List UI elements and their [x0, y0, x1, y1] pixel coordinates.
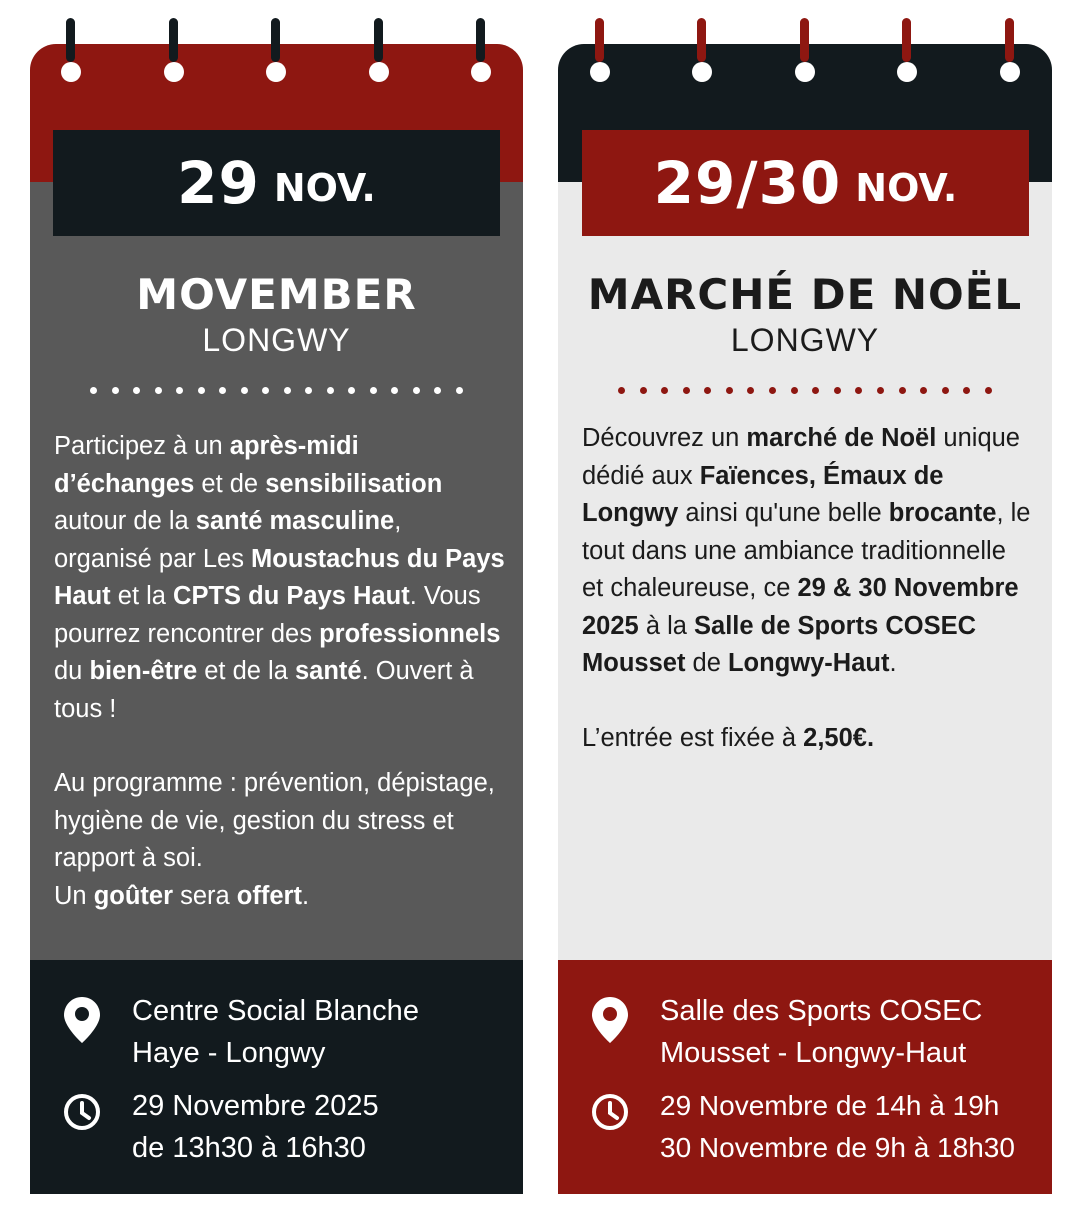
highlighted-text: Faïences, Émaux de Longwy — [582, 461, 944, 527]
highlighted-text: Longwy-Haut — [727, 649, 890, 677]
binder-rod-icon — [697, 18, 706, 62]
divider-dot — [985, 387, 992, 394]
description-text: Un — [54, 881, 94, 910]
divider-dot — [769, 387, 776, 394]
divider-dot — [434, 387, 441, 394]
dotted-divider — [618, 385, 992, 395]
divider-dot — [661, 387, 668, 394]
description-text: et de la — [197, 657, 295, 685]
highlighted-text: 2,50€. — [803, 723, 875, 752]
location-pin-icon — [63, 996, 101, 1044]
time-text — [660, 1085, 1042, 1169]
description-text: . Ouvert à tous ! — [54, 657, 474, 723]
time-text — [132, 1085, 513, 1169]
binder-ring-icon — [1000, 62, 1020, 82]
description-paragraph — [582, 420, 1034, 683]
description-text: . Vous pourrez rencontrer des — [54, 582, 481, 648]
highlighted-text: bien-être — [89, 657, 198, 685]
description-text: Au programme : prévention, dépistage, hygiène de vie, gestion du stress et rapport à soi. — [54, 769, 495, 872]
divider-dot — [747, 387, 754, 394]
description-text: . — [889, 649, 897, 677]
highlighted-text: CPTS du Pays Haut — [173, 582, 410, 610]
divider-dot — [391, 387, 398, 394]
divider-dot — [219, 387, 226, 394]
event-card-marche-de-noel — [558, 44, 1052, 1194]
divider-dot — [305, 387, 312, 394]
highlighted-text: santé masculine — [195, 507, 395, 535]
highlighted-text: sensibilisation — [265, 469, 443, 498]
clock-icon — [591, 1093, 629, 1131]
binder-ring-icon — [897, 62, 917, 82]
divider-dot — [176, 387, 183, 394]
dotted-divider — [90, 385, 463, 395]
binder-rod-icon — [800, 18, 809, 62]
binder-rod-icon — [1005, 18, 1014, 62]
highlighted-text: offert — [236, 881, 302, 910]
clock-icon — [63, 1093, 101, 1131]
description-paragraph — [54, 428, 505, 728]
description-text: Participez à un — [54, 432, 230, 460]
divider-dot — [90, 387, 97, 394]
binder-rod-icon — [595, 18, 604, 62]
divider-dot — [241, 387, 248, 394]
event-description — [582, 420, 1034, 794]
description-text: de — [685, 649, 728, 677]
date-banner — [582, 130, 1029, 236]
divider-dot — [284, 387, 291, 394]
date-day: 29 — [177, 149, 260, 217]
divider-dot — [834, 387, 841, 394]
divider-dot — [963, 387, 970, 394]
binder-ring-icon — [795, 62, 815, 82]
binder-rod-icon — [169, 18, 178, 62]
event-info — [30, 960, 523, 1194]
date-banner — [53, 130, 500, 236]
description-text: , organisé par Les — [54, 507, 402, 573]
date-month: NOV. — [855, 166, 958, 210]
description-paragraph — [54, 765, 505, 915]
divider-dot — [942, 387, 949, 394]
divider-dot — [112, 387, 119, 394]
time-line: de 13h30 à 16h30 — [132, 1132, 366, 1164]
binder-ring-icon — [471, 62, 491, 82]
location-line: Haye - Longwy — [132, 1037, 326, 1069]
event-info — [558, 960, 1052, 1194]
description-text: ainsi qu'une belle — [678, 499, 889, 527]
highlighted-text: marché de Noël — [746, 424, 937, 452]
description-text: autour de la — [54, 507, 196, 535]
time-line: 29 Novembre de 14h à 19h — [660, 1090, 1000, 1121]
date-day: 29/30 — [653, 149, 842, 217]
event-body — [30, 149, 523, 960]
highlighted-text: 29 & 30 Novembre 2025 — [582, 574, 1019, 640]
event-title: MARCHÉ DE NOËL — [587, 270, 1023, 319]
divider-dot — [704, 387, 711, 394]
divider-dot — [726, 387, 733, 394]
description-paragraph — [582, 720, 1034, 758]
location-text — [132, 990, 513, 1074]
binder-ring-icon — [692, 62, 712, 82]
binder-rod-icon — [476, 18, 485, 62]
divider-dot — [198, 387, 205, 394]
location-line: Centre Social Blanche — [132, 995, 419, 1027]
highlighted-text: Salle de Sports COSEC Mousset — [582, 611, 977, 677]
divider-dot — [920, 387, 927, 394]
description-text: à la — [638, 611, 695, 640]
binder-ring-icon — [590, 62, 610, 82]
time-line: 29 Novembre 2025 — [132, 1090, 379, 1122]
date-month: NOV. — [273, 166, 376, 210]
divider-dot — [133, 387, 140, 394]
binder-rod-icon — [902, 18, 911, 62]
highlighted-text: goûter — [93, 881, 174, 910]
description-text: unique dédié aux — [582, 424, 1020, 490]
description-text: . — [301, 881, 310, 910]
divider-dot — [899, 387, 906, 394]
description-text: sera — [173, 881, 237, 910]
description-text: et de — [194, 469, 266, 498]
binder-rod-icon — [374, 18, 383, 62]
highlighted-text: Moustachus du Pays Haut — [54, 544, 505, 610]
location-pin-icon — [591, 996, 629, 1044]
highlighted-text: brocante — [888, 499, 997, 527]
binder-ring-icon — [164, 62, 184, 82]
binder-ring-icon — [369, 62, 389, 82]
time-line: 30 Novembre de 9h à 18h30 — [660, 1132, 1015, 1163]
event-description — [54, 428, 505, 952]
description-text: , le tout dans une ambiance traditionnelle et chaleureuse, ce — [582, 499, 1031, 602]
divider-dot — [640, 387, 647, 394]
divider-dot — [683, 387, 690, 394]
highlighted-text: professionnels — [319, 619, 501, 648]
binder-rod-icon — [271, 18, 280, 62]
description-text: du — [54, 657, 90, 685]
highlighted-text: après-midi d’échanges — [54, 432, 359, 498]
binder-ring-icon — [266, 62, 286, 82]
event-body — [558, 149, 1052, 960]
divider-dot — [791, 387, 798, 394]
description-text: Découvrez un — [582, 424, 747, 452]
divider-dot — [370, 387, 377, 394]
binder-ring-icon — [61, 62, 81, 82]
divider-dot — [413, 387, 420, 394]
event-city: LONGWY — [202, 322, 351, 358]
divider-dot — [877, 387, 884, 394]
binder-rod-icon — [66, 18, 75, 62]
description-text: L’entrée est fixée à — [582, 723, 804, 752]
event-card-movember — [30, 44, 523, 1194]
divider-dot — [456, 387, 463, 394]
divider-dot — [618, 387, 625, 394]
divider-dot — [855, 387, 862, 394]
location-line: Mousset - Longwy-Haut — [660, 1037, 967, 1069]
divider-dot — [348, 387, 355, 394]
divider-dot — [327, 387, 334, 394]
divider-dot — [812, 387, 819, 394]
divider-dot — [155, 387, 162, 394]
location-text — [660, 990, 1042, 1074]
location-line: Salle des Sports COSEC — [660, 995, 983, 1027]
event-title: MOVEMBER — [136, 270, 417, 319]
highlighted-text: santé — [294, 657, 362, 685]
divider-dot — [262, 387, 269, 394]
event-city: LONGWY — [730, 322, 880, 358]
description-text: et la — [110, 582, 174, 610]
